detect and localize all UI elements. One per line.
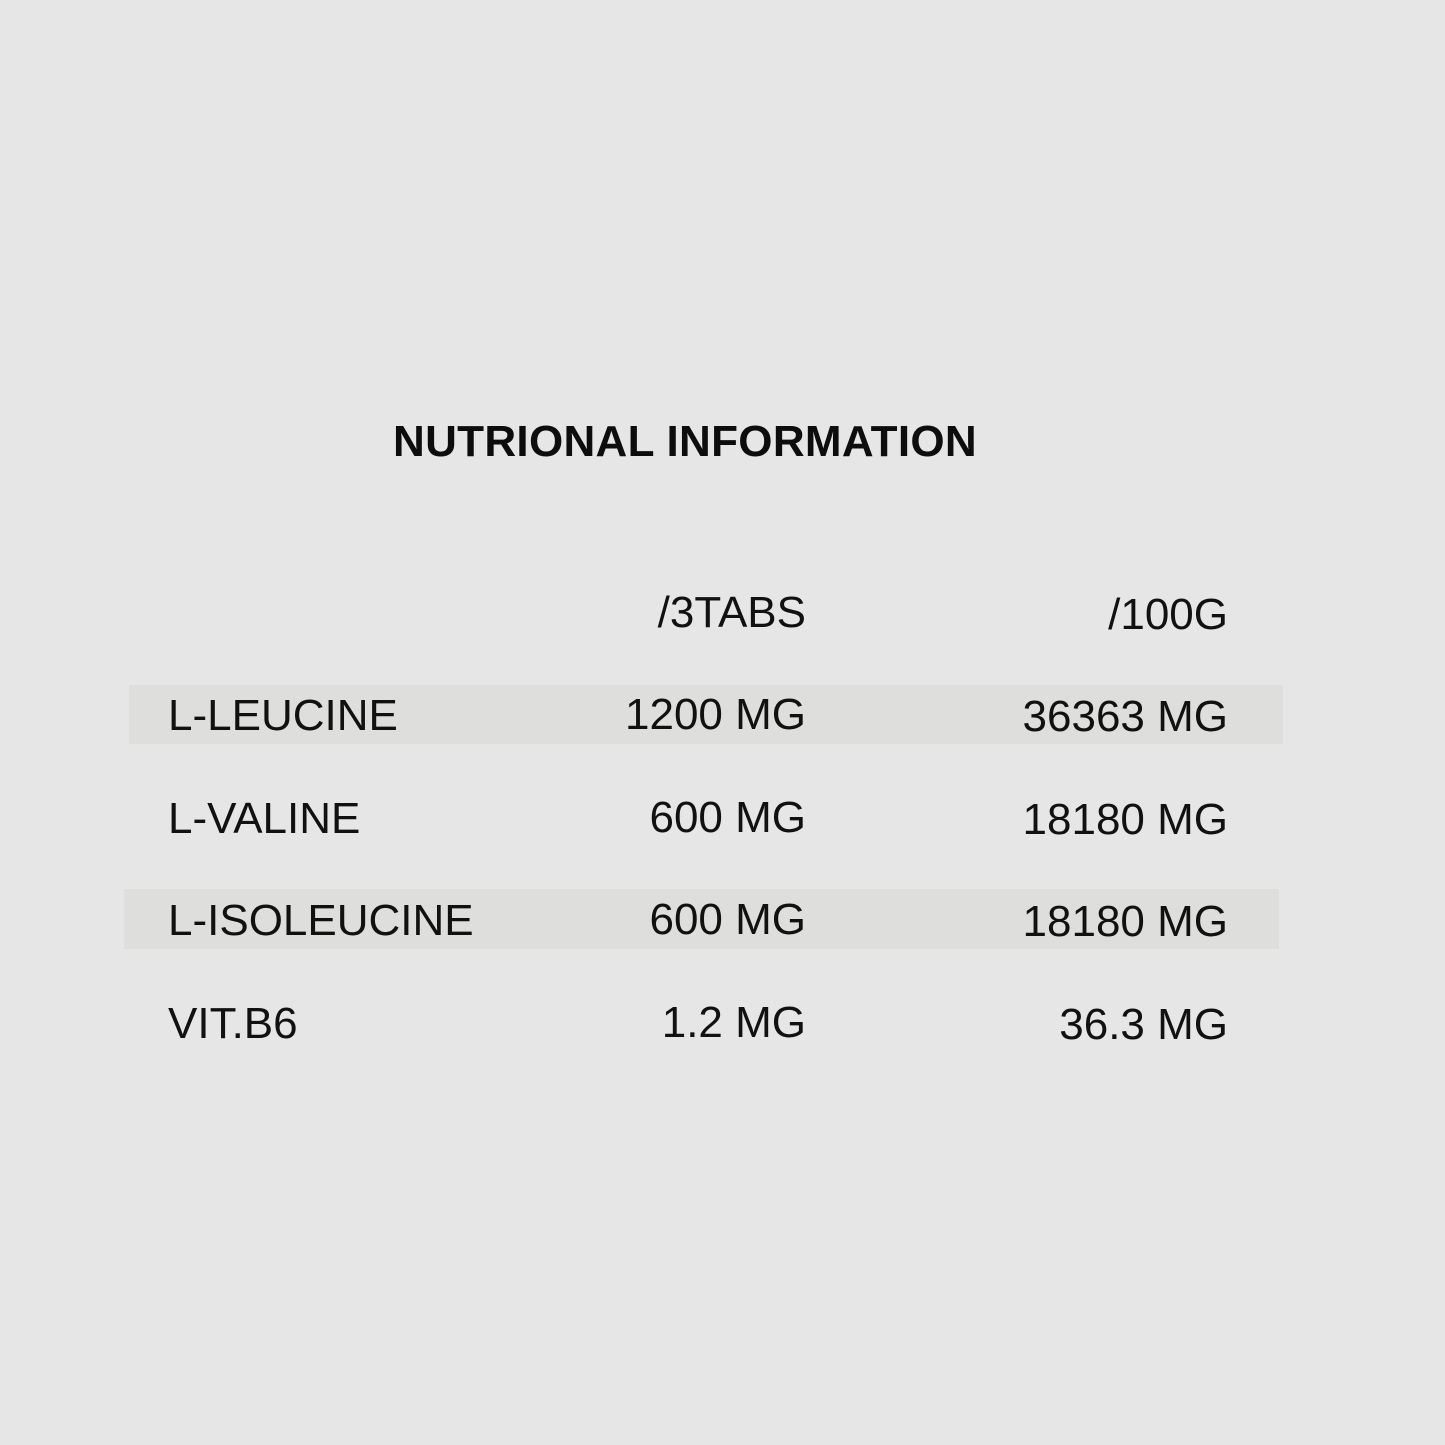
amount-per-100g: 36.3 MG — [1059, 1000, 1228, 1049]
amount-per-3tabs: 1.2 MG — [661, 998, 806, 1047]
ingredient-name: L-VALINE — [168, 794, 361, 843]
amount-per-3tabs: 600 MG — [649, 793, 806, 842]
page-title: NUTRIONAL INFORMATION — [393, 417, 977, 466]
amount-per-100g: 18180 MG — [1022, 897, 1228, 946]
column-header-per-100g: /100G — [1108, 590, 1228, 639]
amount-per-3tabs: 600 MG — [649, 895, 806, 944]
ingredient-name: L-ISOLEUCINE — [168, 896, 474, 945]
ingredient-name: L-LEUCINE — [168, 691, 398, 740]
amount-per-3tabs: 1200 MG — [625, 690, 806, 739]
column-header-per-3tabs: /3TABS — [657, 588, 806, 637]
ingredient-name: VIT.B6 — [168, 999, 298, 1048]
amount-per-100g: 18180 MG — [1022, 795, 1228, 844]
amount-per-100g: 36363 MG — [1022, 692, 1228, 741]
